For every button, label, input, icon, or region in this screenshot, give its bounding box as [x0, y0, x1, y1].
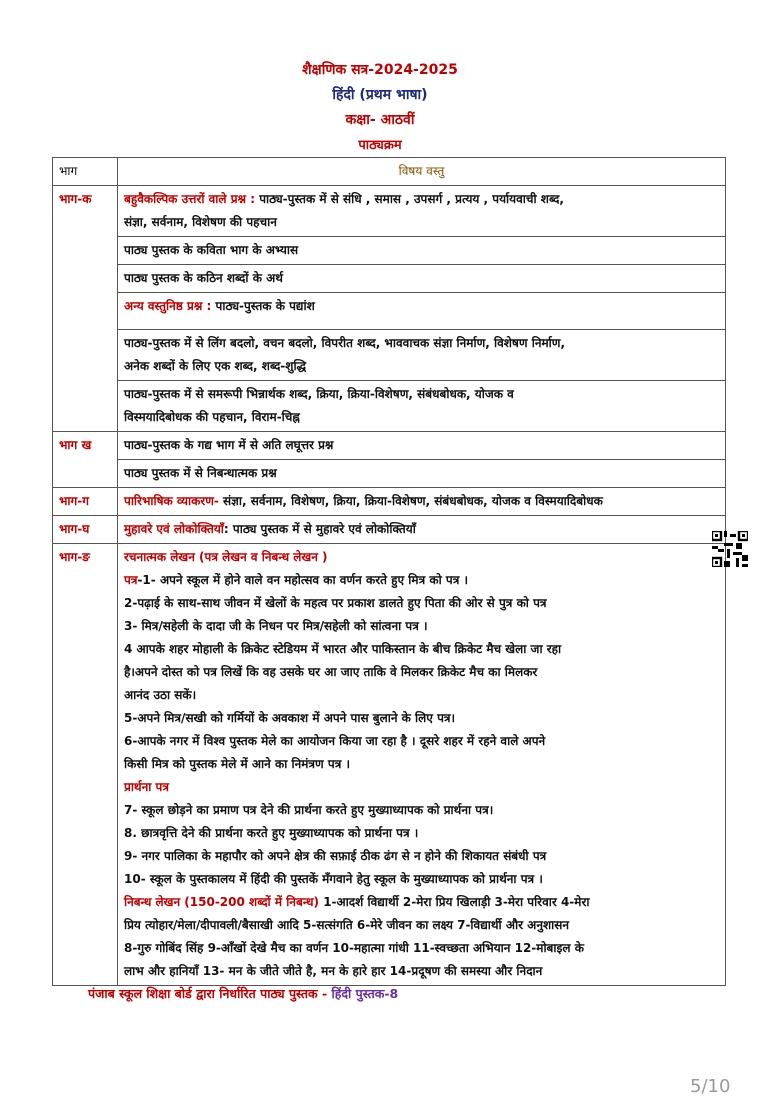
section-heading: प्रार्थना पत्र	[124, 780, 169, 794]
section-heading: मुहावरे एवं लोकोक्तियाँ	[124, 522, 224, 536]
syllabus-title: पाठ्यक्रम	[358, 138, 402, 153]
table-row	[53, 237, 726, 265]
part-label-gha: भाग-घ	[53, 516, 118, 544]
table-row	[53, 330, 726, 381]
content-text: है।अपने दोस्त को पत्र लिखें कि वह उसके घर आ जाए ताकि वे मिलकर क्रिकेट मैच का मिलकर	[124, 665, 538, 679]
section-heading: पारिभाषिक व्याकरण-	[124, 494, 219, 508]
content-cell: पाठ्य-पुस्तक के गद्य भाग में से अति लघूत्तर प्रश्न	[118, 432, 726, 460]
content-cell	[118, 488, 726, 516]
session-title: शैक्षणिक सत्र-2024-2025	[302, 62, 458, 78]
content-cell	[118, 544, 726, 986]
content-text: 8. छात्रवृत्ति देने की प्रार्थना करते हुए मुख्याध्यापक को प्रार्थना पत्र ।	[124, 826, 419, 840]
table-row	[53, 293, 726, 330]
table-row	[53, 186, 726, 237]
content-text: प्रिय त्योहार/मेला/दीपावली/बैसाखी आदि 5-सत्संगति 6-मेरे जीवन का लक्ष्य 7-विद्यार्थी और अनुशासन	[124, 918, 570, 932]
content-text: अनेक शब्दों के लिए एक शब्द, शब्द-शुद्धि	[124, 359, 307, 373]
syllabus-table	[52, 157, 726, 986]
section-heading: रचनात्मक लेखन (पत्र लेखन व निबन्ध लेखन )	[124, 550, 328, 564]
content-text: 4 आपके शहर मोहाली के क्रिकेट स्टेडियम में भारत और पाकिस्तान के बीच क्रिकेट मैच खेला जा रहा	[124, 642, 562, 656]
content-text: संज्ञा, सर्वनाम, विशेषण की पहचान	[124, 215, 277, 229]
section-heading: निबन्ध लेखन (150-200 शब्दों में निबन्ध)	[124, 895, 320, 909]
content-cell: पाठ्य पुस्तक के कठिन शब्दों के अर्थ	[118, 265, 726, 293]
content-text: 8-गुरु गोबिंद सिंह 9-आँखों देखे मैच का वर्णन 10-महात्मा गांधी 11-स्वच्छता अभियान 12-मोबाइल के	[124, 941, 584, 955]
class-title: कक्षा- आठवीं	[345, 112, 415, 128]
content-cell: पाठ्य पुस्तक में से निबन्धात्मक प्रश्न	[118, 460, 726, 488]
content-text: 5-अपने मित्र/सखी को गर्मियों के अवकाश में अपने पास बुलाने के लिए पत्र।	[124, 711, 456, 725]
table-row	[53, 381, 726, 432]
content-text: किसी मित्र को पुस्तक मेले में आने का निमंत्रण पत्र ।	[124, 757, 351, 771]
content-cell	[118, 516, 726, 544]
content-cell	[118, 293, 726, 330]
subject-title: हिंदी (प्रथम भाषा)	[332, 87, 428, 103]
section-heading: बहुवैकल्पिक उत्तरों वाले प्रश्न :	[124, 192, 256, 206]
part-label-ga: भाग-ग	[53, 488, 118, 516]
content-text: लाभ और हानियाँ 13- मन के जीते जीते है, मन के हारे हार 14-प्रदूषण की समस्या और निदान	[124, 964, 543, 978]
footer-book: हिंदी पुस्तक-8	[331, 986, 399, 1001]
content-text: संज्ञा, सर्वनाम, विशेषण, क्रिया, क्रिया-विशेषण, संबंधबोधक, योजक व विस्मयादिबोधक	[218, 494, 603, 508]
content-text: पाठ्य-पुस्तक में से संधि , समास , उपसर्ग , प्रत्यय , पर्यायवाची शब्द,	[255, 192, 564, 206]
qr-code-icon	[712, 531, 748, 567]
content-text: 7- स्कूल छोड़ने का प्रमाण पत्र देने की प्रार्थना करते हुए मुख्याध्यापक को प्रार्थना पत्र।	[124, 803, 494, 817]
footer-note	[88, 985, 398, 1002]
col-header-part: भाग	[53, 158, 118, 186]
content-text: : पाठ्य पुस्तक में से मुहावरे एवं लोकोक्तियाँ	[223, 522, 416, 536]
part-label-nga: भाग-ङ	[53, 544, 118, 986]
content-text: 6-आपके नगर में विश्व पुस्तक मेले का आयोजन किया जा रहा है । दूसरे शहर में रहने वाले अपने	[124, 734, 546, 748]
content-text: विस्मयादिबोधक की पहचान, विराम-चिह्न	[124, 410, 300, 424]
table-row	[53, 488, 726, 516]
content-cell	[118, 330, 726, 381]
footer-text: पंजाब स्कूल शिक्षा बोर्ड द्वारा निर्धारित पाठ्य पुस्तक -	[88, 986, 332, 1001]
content-text: 3- मित्र/सहेली के दादा जी के निधन पर मित्र/सहेली को सांत्वना पत्र ।	[124, 619, 428, 633]
patra-label: पत्र	[124, 573, 138, 587]
table-row	[53, 516, 726, 544]
content-cell	[118, 381, 726, 432]
table-row	[53, 460, 726, 488]
content-text: -1- अपने स्कूल में होने वाले वन महोत्सव का वर्णन करते हुए मित्र को पत्र ।	[137, 573, 469, 587]
table-row	[53, 265, 726, 293]
table-header-row	[53, 158, 726, 186]
col-header-content: विषय वस्तु	[118, 158, 726, 186]
content-text: पाठ्य-पुस्तक के पद्यांश	[211, 299, 315, 313]
content-cell	[118, 186, 726, 237]
page-indicator: 5/10	[690, 1076, 731, 1097]
content-text: आनंद उठा सकें।	[124, 688, 197, 702]
table-row	[53, 432, 726, 460]
content-text: पाठ्य-पुस्तक में से समरूपी भिन्नार्थक शब्द, क्रिया, क्रिया-विशेषण, संबंधबोधक, योजक व	[124, 387, 514, 401]
content-cell: पाठ्य पुस्तक के कविता भाग के अभ्यास	[118, 237, 726, 265]
part-label-kha: भाग ख	[53, 432, 118, 488]
content-text: 2-पढ़ाई के साथ-साथ जीवन में खेलों के महत्व पर प्रकाश डालते हुए पिता की ओर से पुत्र को पत्र	[124, 596, 547, 610]
part-label-ka: भाग-क	[53, 186, 118, 432]
section-heading: अन्य वस्तुनिष्ठ प्रश्न :	[124, 299, 212, 313]
content-text: 9- नगर पालिका के महापौर को अपने क्षेत्र की सफ़ाई ठीक ढंग से न होने की शिकायत संबंधी पत्र	[124, 849, 547, 863]
content-text: 10- स्कूल के पुस्तकालय में हिंदी की पुस्तकें मँगवाने हेतु स्कूल के मुख्याध्यापक को प्रार्थना पत्र ।	[124, 872, 543, 886]
content-text: पाठ्य-पुस्तक में से लिंग बदलो, वचन बदलो, विपरीत शब्द, भाववाचक संज्ञा निर्माण, विशेषण निर्माण,	[124, 336, 566, 350]
content-text: 1-आदर्श विद्यार्थी 2-मेरा प्रिय खिलाड़ी 3-मेरा परिवार 4-मेरा	[319, 895, 590, 909]
table-row	[53, 544, 726, 986]
